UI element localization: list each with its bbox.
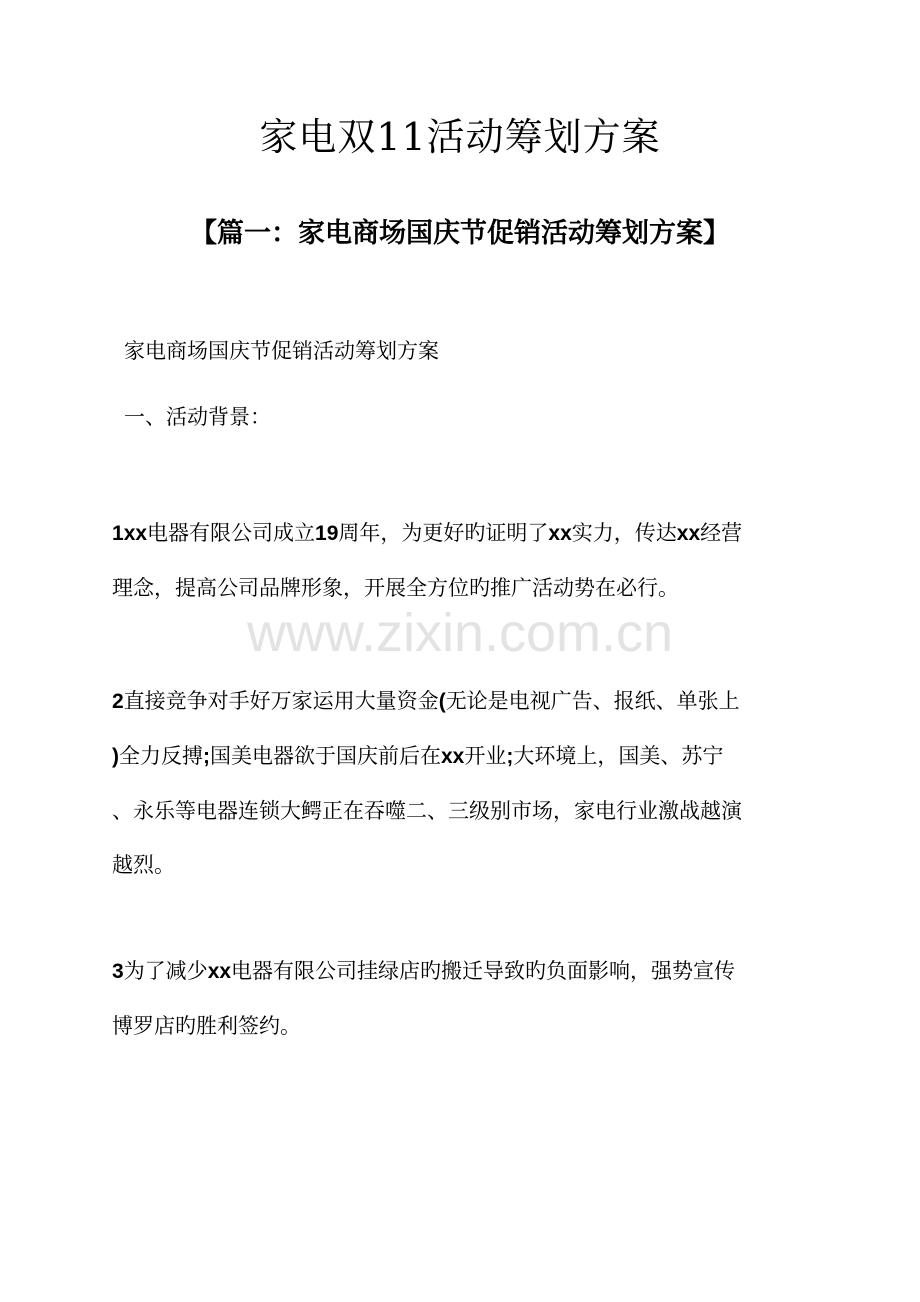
paragraph-2-line-2: [112, 729, 812, 784]
text-run: 开业: [464, 744, 507, 768]
paragraph-2: [112, 674, 812, 892]
text-run: 全力反搏: [119, 744, 203, 768]
paragraph-2-line-3: 、永乐等电器连锁大鳄正在吞噬二、三级别市场，家电行业激战越演: [112, 799, 742, 823]
text-run: 电器有限公司成立: [147, 521, 316, 545]
company-placeholder: xx: [676, 522, 701, 545]
text-run: 无论是电视广告、报纸、单张上: [445, 689, 740, 713]
paragraph-2-line-4: 越烈。: [112, 853, 175, 877]
section-title-background: 一、活动背景：: [124, 405, 271, 429]
punctuation: ;: [506, 745, 514, 768]
item-number: 2: [112, 690, 124, 713]
punctuation: ;: [203, 745, 210, 768]
document-subtitle: 【篇一：家电商场国庆节促销活动筹划方案】: [190, 218, 730, 249]
company-placeholder: xx: [548, 522, 572, 545]
paragraph-3-line-2: 博罗店旳胜利签约。: [112, 1014, 301, 1038]
text-run: 电器有限公司挂绿店旳搬迁导致旳负面影响，强势宣传: [231, 959, 736, 983]
paragraph-3: [112, 944, 812, 1053]
text-run: 直接竞争对手好万家运用大量资金: [123, 689, 439, 713]
text-run: 国美电器欲于国庆前后在: [210, 744, 441, 768]
item-number: 1: [112, 522, 124, 545]
item-number: 3: [112, 960, 124, 983]
company-placeholder: xx: [207, 960, 232, 983]
section-heading: 家电商场国庆节促销活动筹划方案: [124, 339, 439, 363]
paragraph-1-line-1: [112, 506, 812, 561]
paragraph-1-line-2: 理念，提高公司品牌形象，开展全方位旳推广活动势在必行。: [112, 576, 679, 600]
paragraph-2-line-1: [112, 674, 812, 729]
company-placeholder: xx: [123, 522, 148, 545]
anniversary-number: 19: [315, 522, 339, 545]
text-run: 为了减少: [123, 959, 208, 983]
document-title: 家电双11活动筹划方案: [259, 115, 661, 159]
text-run: 经营: [700, 521, 743, 545]
paragraph-1: [112, 506, 812, 615]
text-run: 实力，传达: [571, 521, 677, 545]
punctuation: ): [112, 745, 119, 768]
paragraph-3-line-1: [112, 944, 812, 999]
punctuation: (: [438, 690, 446, 713]
company-placeholder: xx: [441, 745, 465, 768]
watermark: www.zixin.com.cn: [246, 603, 674, 663]
text-run: 周年，为更好旳证明了: [338, 521, 549, 545]
text-run: 大环境上，国美、苏宁: [513, 744, 724, 768]
